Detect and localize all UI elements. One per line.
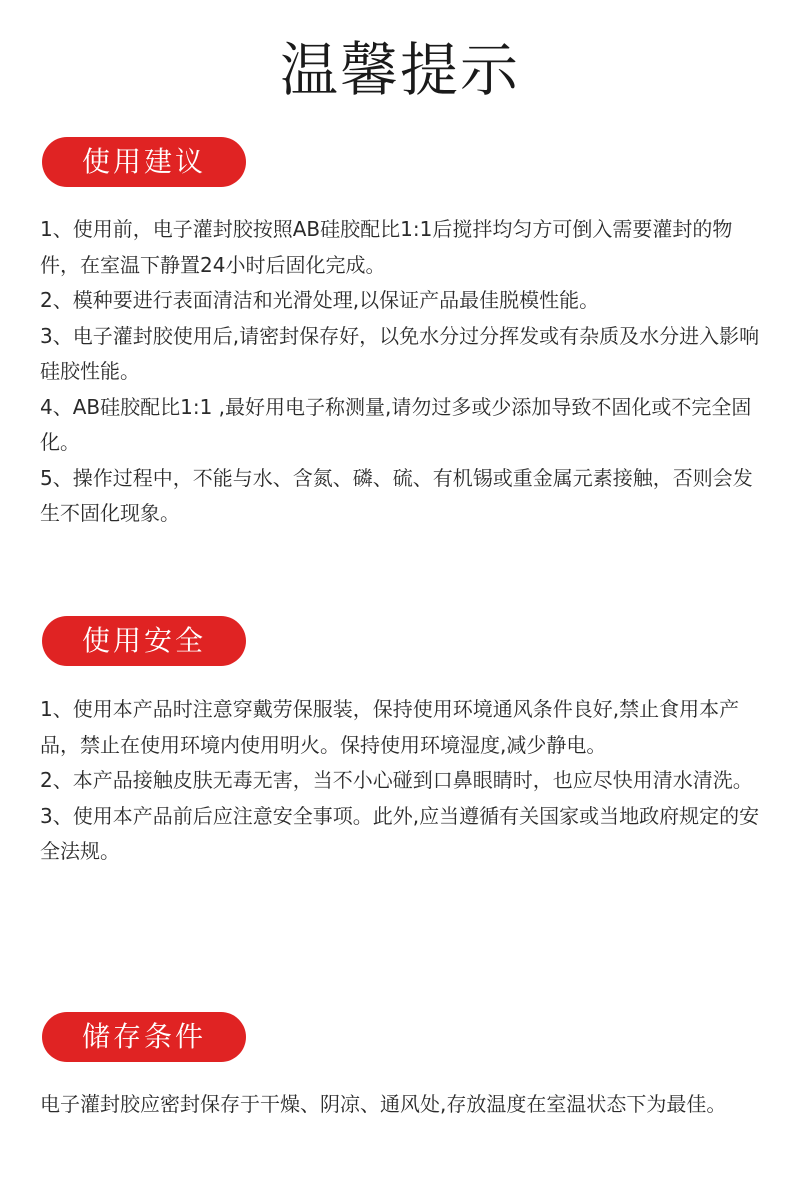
- paragraph: 电子灌封胶应密封保存于干燥、阴凉、通风处,存放温度在室温状态下为最佳。: [40, 1092, 727, 1116]
- section-body-storage-conditions: [40, 1087, 770, 1123]
- paragraph: 3、电子灌封胶使用后,请密封保存好，以免水分过分挥发或有杂质及水分进入影响硅胶性能。: [40, 323, 760, 383]
- paragraph: 2、模种要进行表面清洁和光滑处理,以保证产品最佳脱模性能。: [40, 288, 600, 312]
- section-heading-usage-safety: 使用安全: [42, 616, 246, 666]
- section-heading-usage-advice: 使用建议: [42, 137, 246, 187]
- section-heading-storage-conditions: 储存条件: [42, 1012, 246, 1062]
- paragraph: 3、使用本产品前后应注意安全事项。此外,应当遵循有关国家或当地政府规定的安全法规。: [40, 803, 760, 863]
- section-body-usage-safety: [40, 692, 770, 870]
- paragraph: 1、使用前，电子灌封胶按照AB硅胶配比1:1后搅拌均匀方可倒入需要灌封的物件，在室温下静置24小时后固化完成。: [40, 217, 733, 277]
- paragraph: 5、操作过程中，不能与水、含氮、磷、硫、有机锡或重金属元素接触，否则会发生不固化现象。: [40, 465, 753, 525]
- paragraph: 1、使用本产品时注意穿戴劳保服装，保持使用环境通风条件良好,禁止食用本产品，禁止在使用环境内使用明火。保持使用环境湿度,减少静电。: [40, 697, 740, 757]
- page-title: 温馨提示: [279, 36, 520, 104]
- section-body-usage-advice: [40, 212, 770, 532]
- paragraph: 2、本产品接触皮肤无毒无害，当不小心碰到口鼻眼睛时，也应尽快用清水清洗。: [40, 768, 753, 792]
- paragraph: 4、AB硅胶配比1:1 ,最好用电子称测量,请勿过多或少添加导致不固化或不完全固化。: [40, 394, 752, 454]
